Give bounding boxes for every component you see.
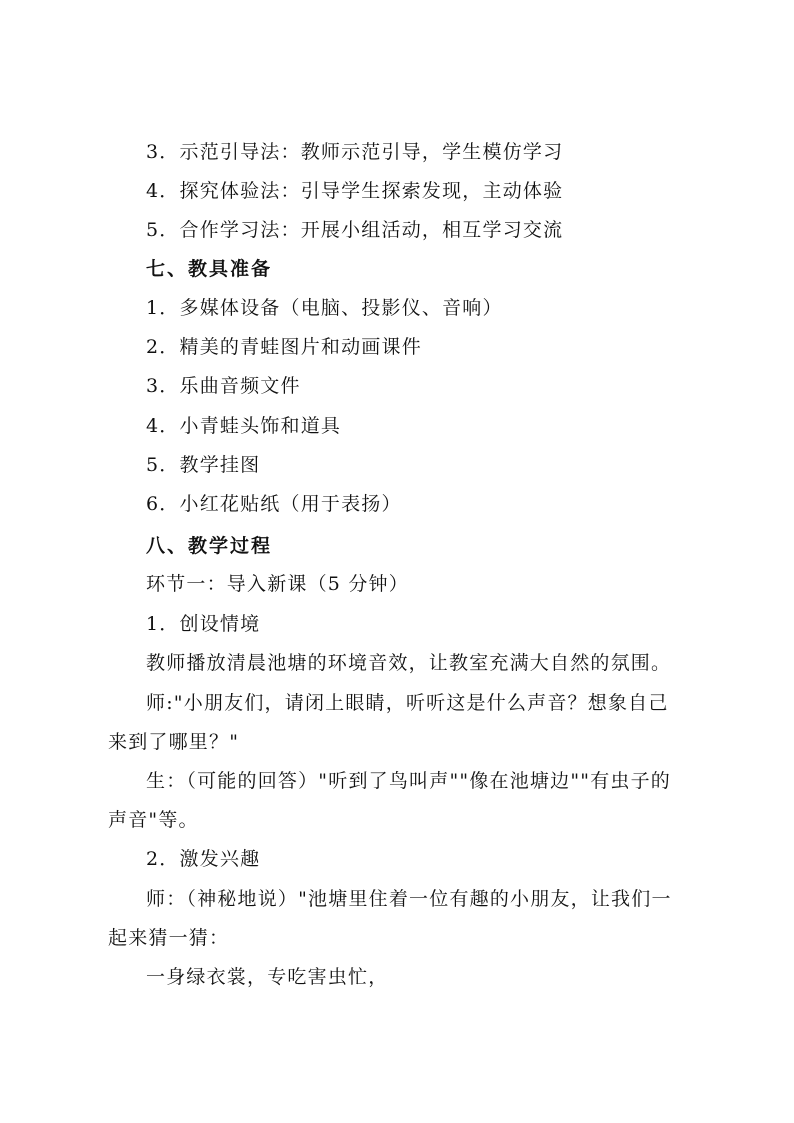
student-answer-line-2: 声音"等。: [108, 809, 199, 831]
teaching-tool-1: 1．多媒体设备（电脑、投影仪、音响）: [146, 297, 503, 319]
teaching-method-3: 3．示范引导法：教师示范引导，学生模仿学习: [146, 141, 564, 163]
step-1-title: 环节一：导入新课（5 分钟）: [146, 573, 409, 595]
teacher-prompt-line-1: 师:"小朋友们，请闭上眼睛，听听这是什么声音？想象自己: [146, 692, 669, 714]
teaching-tool-4: 4．小青蛙头饰和道具: [146, 415, 342, 437]
teacher-prompt-line-2: 来到了哪里？": [108, 731, 240, 753]
section-8-heading: 八、教学过程: [146, 535, 273, 557]
teaching-tool-6: 6．小红花贴纸（用于表扬）: [146, 493, 402, 515]
teaching-method-4: 4．探究体验法：引导学生探索发现，主动体验: [146, 180, 564, 202]
teaching-tool-3: 3．乐曲音频文件: [146, 375, 301, 397]
teaching-tool-2: 2．精美的青蛙图片和动画课件: [146, 336, 422, 358]
riddle-line-1: 一身绿衣裳，专吃害虫忙，: [146, 966, 389, 988]
student-answer-line-1: 生：（可能的回答）"听到了鸟叫声""像在池塘边""有虫子的: [146, 770, 671, 792]
teacher-riddle-intro-line-2: 起来猜一猜：: [108, 927, 230, 949]
sub-heading-2: 2．激发兴趣: [146, 848, 261, 870]
teacher-riddle-intro-line-1: 师：（神秘地说）"池塘里住着一位有趣的小朋友，让我们一: [146, 888, 672, 910]
paragraph-ambient-sound: 教师播放清晨池塘的环境音效，让教室充满大自然的氛围。: [146, 652, 672, 674]
section-7-heading: 七、教具准备: [146, 258, 273, 280]
sub-heading-1: 1．创设情境: [146, 613, 261, 635]
teaching-method-5: 5．合作学习法：开展小组活动，相互学习交流: [146, 219, 564, 241]
teaching-tool-5: 5．教学挂图: [146, 454, 261, 476]
